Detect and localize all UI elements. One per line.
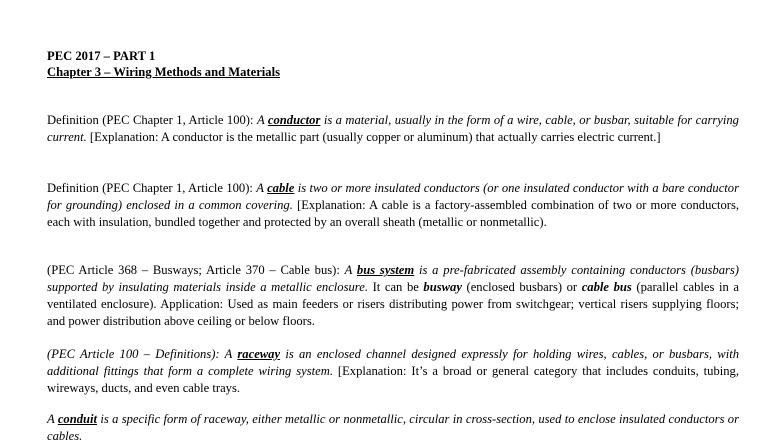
source-reference: (PEC Article 100 – Definitions): A bbox=[47, 347, 238, 361]
source-reference: Definition (PEC Chapter 1, Article 100): bbox=[47, 181, 257, 195]
article: A bbox=[256, 113, 268, 127]
article: A bbox=[47, 412, 58, 426]
source-reference: (PEC Article 368 – Busways; Article 370 – Cable bus): bbox=[47, 263, 345, 277]
chapter-title: Chapter 3 – Wiring Methods and Materials bbox=[47, 65, 280, 79]
term-conduit: conduit bbox=[57, 412, 98, 426]
document-header bbox=[47, 48, 280, 80]
article: A bbox=[256, 181, 268, 195]
article: A bbox=[344, 263, 357, 277]
body-text: (parallel cables in a ventilated enclosure). Application: Used as main feeders or risers distributing power from switchgear; vertical risers supplying floors; and power distribution above ceiling or below floors. bbox=[47, 280, 739, 328]
term-conductor: conductor bbox=[267, 113, 321, 127]
term-cable-bus: cable bus bbox=[581, 280, 632, 294]
term-busway: busway bbox=[423, 280, 462, 294]
definition-text: is an enclosed channel designed expressly for holding wires, cables, or busbars, with additional fittings that form a complete wiring system. bbox=[47, 347, 739, 378]
paragraph-conduit bbox=[47, 411, 739, 445]
document-title: PEC 2017 – PART 1 bbox=[47, 49, 156, 63]
paragraph-raceway bbox=[47, 346, 739, 397]
definition-text: is a material, usually in the form of a wire, cable, or busbar, suitable for carrying current. bbox=[47, 113, 739, 144]
definition-text: is a specific form of raceway, either metallic or nonmetallic, circular in cross-section, used to enclose insulated conductors or cables. bbox=[47, 412, 739, 443]
term-raceway: raceway bbox=[237, 347, 281, 361]
body-text: It can be bbox=[367, 280, 424, 294]
definition-text: is a pre-fabricated assembly containing conductors (busbars) supported by insulating materials inside a metallic enclosure. bbox=[47, 263, 739, 294]
paragraph-conductor bbox=[47, 112, 739, 146]
term-bus-system: bus system bbox=[356, 263, 415, 277]
explanation-text: [Explanation: It’s a broad or general category that includes conduits, tubing, wireways, ducts, and even cable trays. bbox=[47, 364, 739, 395]
paragraph-bus-system bbox=[47, 262, 739, 330]
paragraph-cable bbox=[47, 180, 739, 231]
explanation-text: [Explanation: A conductor is the metallic part (usually copper or aluminum) that actually carries electric current.] bbox=[86, 130, 661, 144]
term-cable: cable bbox=[267, 181, 295, 195]
body-text: (enclosed busbars) or bbox=[461, 280, 582, 294]
definition-text: is two or more insulated conductors (or one insulated conductor with a bare conductor for grounding) enclosed in a common covering. bbox=[47, 181, 739, 212]
source-reference: Definition (PEC Chapter 1, Article 100): bbox=[47, 113, 257, 127]
explanation-text: [Explanation: A cable is a factory-assembled combination of two or more conductors, each with insulation, bundled together and protected by an overall sheath (metallic or nonmetallic). bbox=[47, 198, 739, 229]
